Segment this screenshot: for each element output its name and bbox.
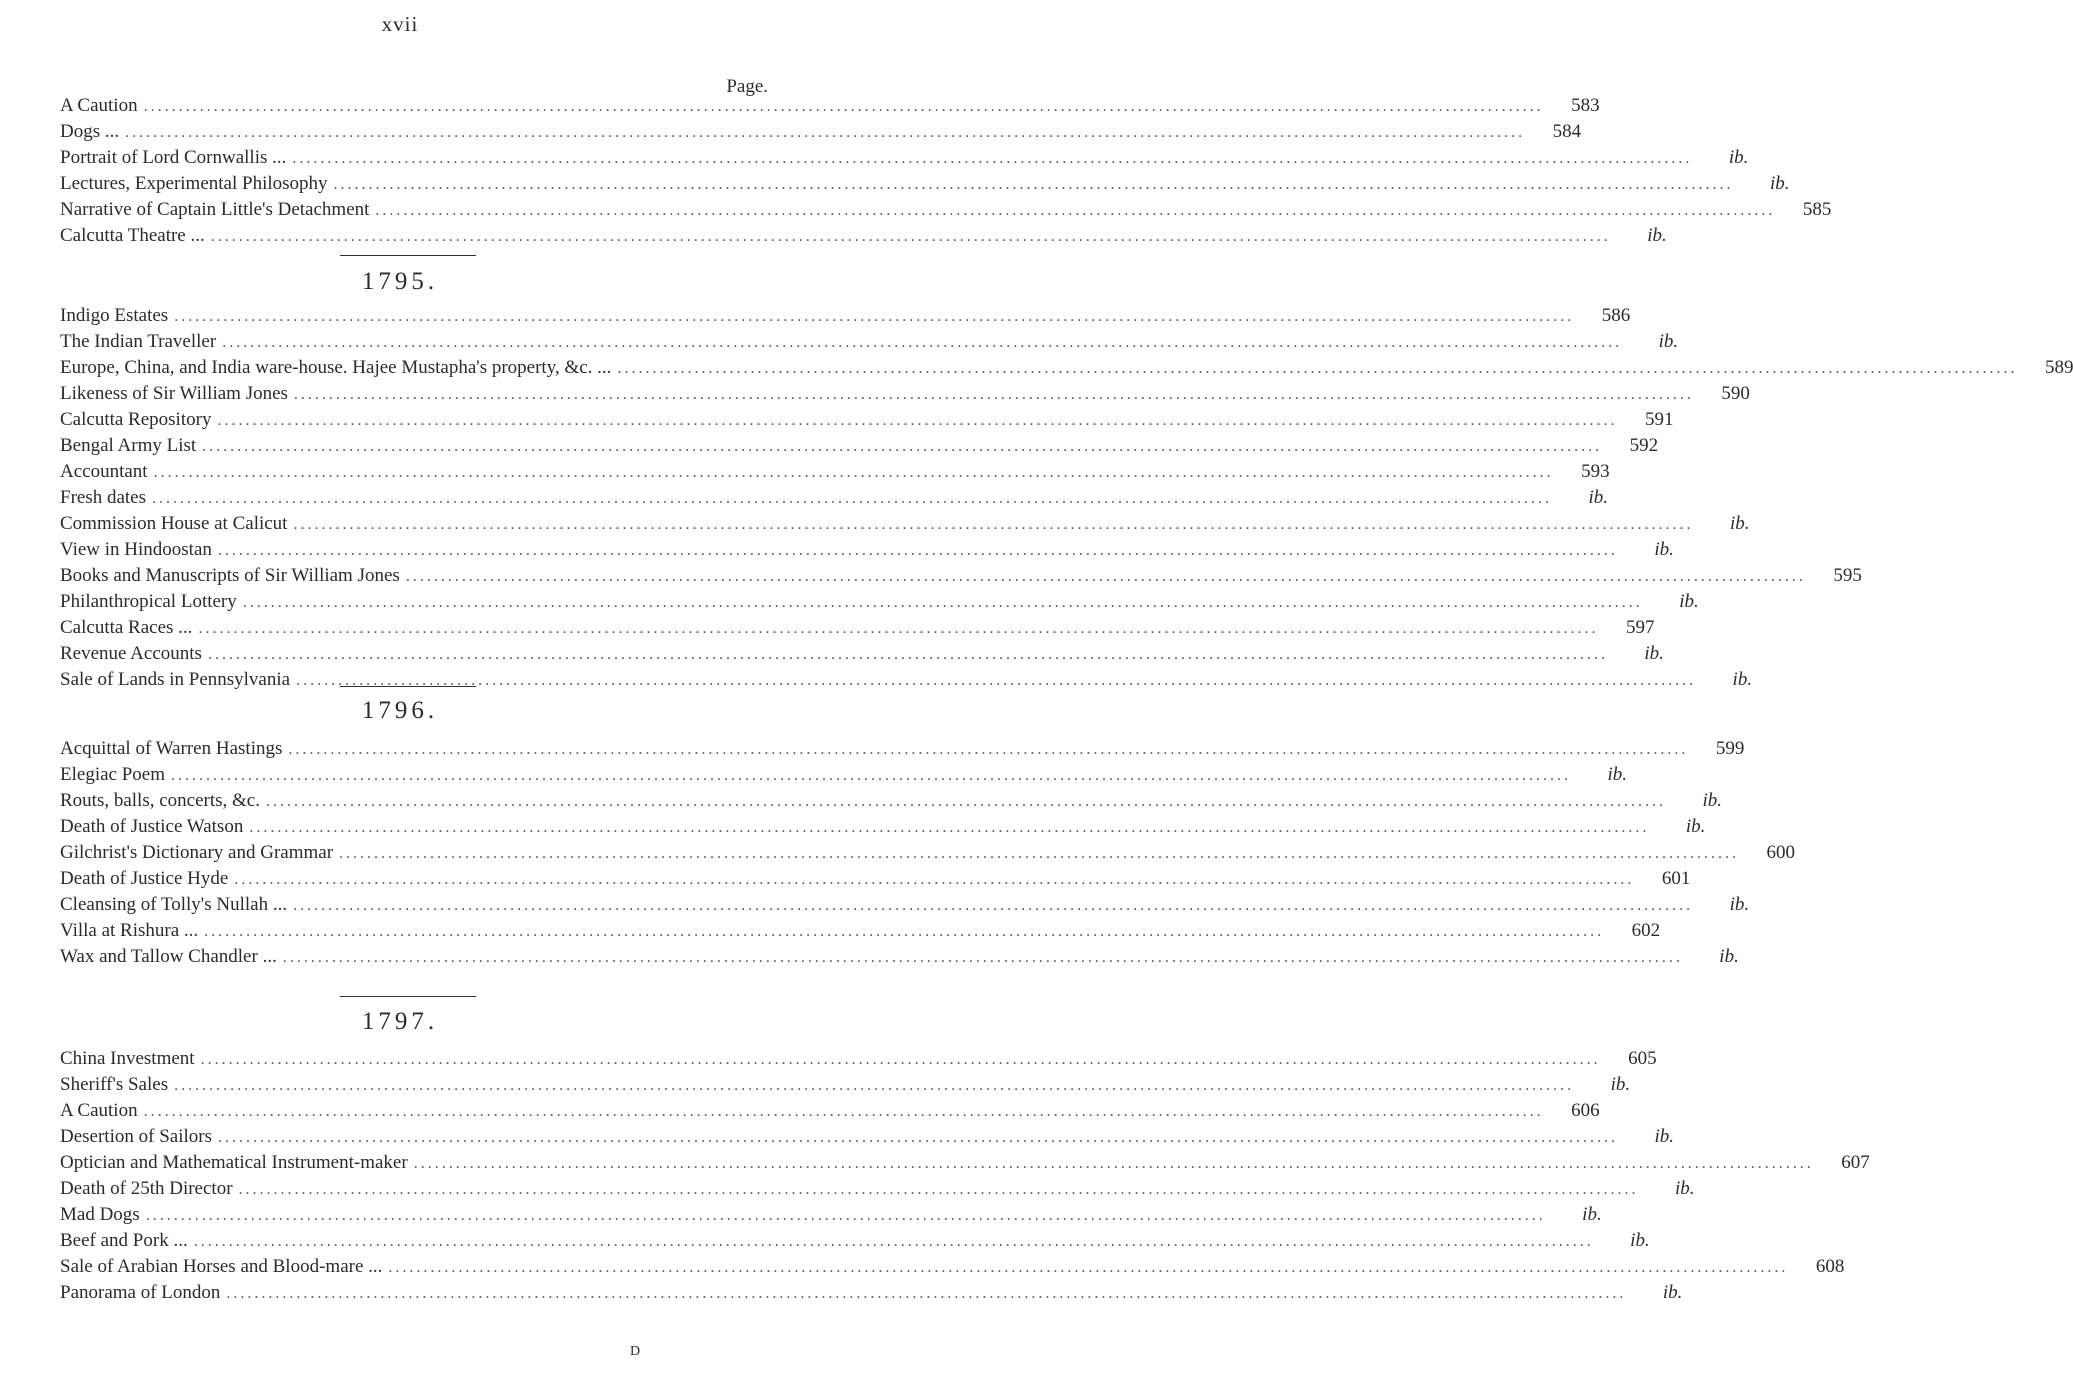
dot-leader: ........................................................................................................................................................................................................: [266, 793, 1666, 810]
signature-mark: D: [629, 1344, 641, 1359]
index-entry: [60, 381, 1750, 407]
dot-leader: ........................................................................................................................................................................................................: [143, 1103, 1544, 1120]
entry-title: China Investment: [60, 1048, 195, 1069]
entry-title: Bengal Army List: [60, 435, 197, 456]
dot-leader: ........................................................................................................................................................................................................: [388, 1259, 1789, 1276]
index-entry: [60, 1150, 1870, 1176]
entry-title: Desertion of Sailors: [60, 1126, 212, 1147]
entry-page: 600: [1766, 842, 1796, 863]
dot-leader: ........................................................................................................................................................................................................: [153, 464, 1554, 481]
index-entry: [60, 355, 2073, 381]
index-entry: [60, 119, 1582, 145]
index-entry: [60, 589, 1699, 615]
entry-page: 601: [1661, 868, 1691, 889]
index-entry: [60, 459, 1610, 485]
dot-leader: ........................................................................................................................................................................................................: [242, 594, 1643, 611]
section-divider: [340, 255, 476, 256]
dot-leader: ........................................................................................................................................................................................................: [143, 98, 1544, 115]
year-heading-1796: 1796.: [361, 697, 439, 724]
entry-title: Europe, China, and India ware-house. Hajee Mustapha's property, &c. ...: [60, 357, 612, 378]
entry-title: Elegiac Poem: [60, 764, 165, 785]
index-entry: [60, 1176, 1695, 1202]
entry-title: View in Hindoostan: [60, 539, 212, 560]
entry-page: 585: [1802, 199, 1832, 220]
entry-page: ib.: [1728, 147, 1749, 168]
entry-title: Death of Justice Watson: [60, 816, 244, 837]
index-entry: [60, 303, 1631, 329]
index-entry: [60, 329, 1679, 355]
index-entry: [60, 433, 1659, 459]
index-entry: [60, 1098, 1600, 1124]
entry-title: Calcutta Races ...: [60, 617, 193, 638]
entry-title: The Indian Traveller: [60, 331, 217, 352]
entry-page: 606: [1571, 1100, 1600, 1121]
entry-title: Gilchrist's Dictionary and Grammar: [60, 842, 334, 863]
entry-title: Death of Justice Hyde: [60, 868, 229, 889]
dot-leader: ........................................................................................................................................................................................................: [217, 412, 1618, 429]
entry-page: ib.: [1630, 1230, 1650, 1251]
index-entry: [60, 145, 1749, 171]
index-entry: [60, 788, 1722, 814]
entry-title: Death of 25th Director: [60, 1178, 233, 1199]
index-entry: [60, 1046, 1657, 1072]
section-1796: [60, 736, 1796, 970]
entry-page: ib.: [1675, 1178, 1695, 1199]
year-heading-1795: 1795.: [361, 268, 439, 295]
page-number-roman: xvii: [381, 12, 419, 36]
section-1795: [60, 303, 2073, 693]
dot-leader: ........................................................................................................................................................................................................: [217, 542, 1618, 559]
entry-page: ib.: [1588, 487, 1609, 508]
index-entry: [60, 814, 1706, 840]
entry-page: 583: [1571, 95, 1600, 116]
index-entry: [60, 485, 1609, 511]
dot-leader: ........................................................................................................................................................................................................: [296, 672, 1697, 689]
entry-page: ib.: [1582, 1204, 1602, 1225]
dot-leader: ........................................................................................................................................................................................................: [145, 1207, 1546, 1224]
entry-title: A Caution: [60, 95, 138, 116]
entry-page: 608: [1815, 1256, 1845, 1277]
dot-leader: ........................................................................................................................................................................................................: [174, 308, 1575, 325]
dot-leader: ........................................................................................................................................................................................................: [293, 897, 1694, 914]
entry-title: Accountant: [60, 461, 148, 482]
index-entry: [60, 641, 1664, 667]
entry-page: 589: [2044, 357, 2073, 378]
entry-title: Panorama of London: [60, 1282, 221, 1303]
entry-page: 586: [1601, 305, 1631, 326]
dot-leader: ........................................................................................................................................................................................................: [174, 1077, 1575, 1094]
index-entry: [60, 667, 1753, 693]
entry-title: Dogs ...: [60, 121, 120, 142]
section-1797: [60, 1046, 1870, 1306]
index-entry: [60, 892, 1750, 918]
entry-title: Likeness of Sir William Jones: [60, 383, 288, 404]
entry-page: ib.: [1607, 764, 1627, 785]
entry-title: Lectures, Experimental Philosophy: [60, 173, 328, 194]
dot-leader: ........................................................................................................................................................................................................: [405, 568, 1806, 585]
entry-title: Beef and Pork ...: [60, 1230, 188, 1251]
dot-leader: ........................................................................................................................................................................................................: [198, 620, 1599, 637]
index-entry: [60, 736, 1745, 762]
dot-leader: ........................................................................................................................................................................................................: [171, 767, 1571, 784]
section-untitled: [60, 93, 1832, 249]
index-entry: [60, 840, 1796, 866]
entry-page: ib.: [1644, 643, 1664, 664]
index-entry: [60, 1254, 1845, 1280]
entry-page: ib.: [1679, 591, 1699, 612]
entry-page: 595: [1833, 565, 1862, 586]
dot-leader: ........................................................................................................................................................................................................: [292, 150, 1693, 167]
index-entry: [60, 1228, 1650, 1254]
entry-title: Sale of Lands in Pennsylvania: [60, 669, 291, 690]
dot-leader: ........................................................................................................................................................................................................: [234, 871, 1635, 888]
index-entry: [60, 1202, 1602, 1228]
index-entry: [60, 866, 1691, 892]
entry-title: Acquittal of Warren Hastings: [60, 738, 283, 759]
dot-leader: ........................................................................................................................................................................................................: [293, 516, 1694, 533]
entry-title: Optician and Mathematical Instrument-maker: [60, 1152, 408, 1173]
entry-page: ib.: [1654, 1126, 1674, 1147]
entry-page: ib.: [1719, 946, 1739, 967]
entry-title: Sheriff's Sales: [60, 1074, 169, 1095]
entry-page: 599: [1715, 738, 1745, 759]
dot-leader: ........................................................................................................................................................................................................: [226, 1285, 1627, 1302]
index-entry: [60, 511, 1750, 537]
index-entry: [60, 762, 1627, 788]
entry-title: Narrative of Captain Little's Detachment: [60, 199, 370, 220]
dot-leader: ........................................................................................................................................................................................................: [200, 1051, 1601, 1068]
entry-page: ib.: [1662, 1282, 1683, 1303]
dot-leader: ........................................................................................................................................................................................................: [617, 360, 2018, 377]
index-entry: [60, 1072, 1631, 1098]
entry-title: Mad Dogs: [60, 1204, 140, 1225]
index-entry: [60, 223, 1667, 249]
dot-leader: ........................................................................................................................................................................................................: [339, 845, 1740, 862]
entry-title: Fresh dates: [60, 487, 147, 508]
index-entry: [60, 918, 1661, 944]
section-divider: [340, 686, 476, 687]
index-entry: [60, 93, 1600, 119]
entry-title: Revenue Accounts: [60, 643, 202, 664]
entry-title: Philanthropical Lottery: [60, 591, 237, 612]
entry-title: Villa at Rishura ...: [60, 920, 199, 941]
dot-leader: ........................................................................................................................................................................................................: [288, 741, 1689, 758]
dot-leader: ........................................................................................................................................................................................................: [222, 334, 1623, 351]
dot-leader: ........................................................................................................................................................................................................: [210, 228, 1611, 245]
entry-title: A Caution: [60, 1100, 138, 1121]
entry-page: ib.: [1654, 539, 1674, 560]
entry-title: Cleansing of Tolly's Nullah ...: [60, 894, 288, 915]
index-entry: [60, 1280, 1683, 1306]
entry-page: 607: [1841, 1152, 1870, 1173]
dot-leader: ........................................................................................................................................................................................................: [238, 1181, 1639, 1198]
dot-leader: ........................................................................................................................................................................................................: [249, 819, 1650, 836]
entry-page: 605: [1628, 1048, 1657, 1069]
dot-leader: ........................................................................................................................................................................................................: [375, 202, 1776, 219]
entry-page: ib.: [1610, 1074, 1631, 1095]
index-entry: [60, 615, 1655, 641]
dot-leader: ........................................................................................................................................................................................................: [193, 1233, 1594, 1250]
entry-page: 591: [1644, 409, 1674, 430]
dot-leader: ........................................................................................................................................................................................................: [293, 386, 1694, 403]
entry-title: Books and Manuscripts of Sir William Jones: [60, 565, 400, 586]
dot-leader: ........................................................................................................................................................................................................: [333, 176, 1734, 193]
index-entry: [60, 171, 1790, 197]
entry-title: Routs, balls, concerts, &c.: [60, 790, 260, 811]
entry-title: Calcutta Theatre ...: [60, 225, 205, 246]
entry-page: ib.: [1732, 669, 1753, 690]
index-entry: [60, 537, 1674, 563]
entry-title: Indigo Estates: [60, 305, 169, 326]
dot-leader: ........................................................................................................................................................................................................: [202, 438, 1603, 455]
entry-page: ib.: [1685, 816, 1706, 837]
dot-leader: ........................................................................................................................................................................................................: [282, 949, 1683, 966]
dot-leader: ........................................................................................................................................................................................................: [413, 1155, 1814, 1172]
entry-page: ib.: [1729, 513, 1750, 534]
index-entry: [60, 563, 1862, 589]
entry-page: ib.: [1702, 790, 1722, 811]
year-heading-1797: 1797.: [361, 1008, 439, 1035]
entry-page: ib.: [1647, 225, 1667, 246]
entry-page: 584: [1552, 121, 1582, 142]
index-entry: [60, 197, 1832, 223]
page-column-label: Page.: [726, 76, 768, 97]
entry-page: 592: [1629, 435, 1659, 456]
entry-page: 593: [1581, 461, 1610, 482]
entry-title: Sale of Arabian Horses and Blood-mare ...: [60, 1256, 383, 1277]
index-entry: [60, 944, 1739, 970]
dot-leader: ........................................................................................................................................................................................................: [217, 1129, 1618, 1146]
entry-page: 597: [1625, 617, 1655, 638]
entry-title: Wax and Tallow Chandler ...: [60, 946, 277, 967]
section-divider: [340, 996, 476, 997]
entry-title: Portrait of Lord Cornwallis ...: [60, 147, 287, 168]
index-entry: [60, 1124, 1674, 1150]
index-entry: [60, 407, 1674, 433]
entry-page: ib.: [1770, 173, 1790, 194]
entry-page: ib.: [1729, 894, 1750, 915]
dot-leader: ........................................................................................................................................................................................................: [152, 490, 1553, 507]
dot-leader: ........................................................................................................................................................................................................: [125, 124, 1526, 141]
entry-page: ib.: [1658, 331, 1679, 352]
entry-page: 602: [1631, 920, 1661, 941]
dot-leader: ........................................................................................................................................................................................................: [204, 923, 1605, 940]
entry-title: Calcutta Repository: [60, 409, 212, 430]
entry-title: Commission House at Calicut: [60, 513, 288, 534]
dot-leader: ........................................................................................................................................................................................................: [207, 646, 1608, 663]
entry-page: 590: [1721, 383, 1750, 404]
